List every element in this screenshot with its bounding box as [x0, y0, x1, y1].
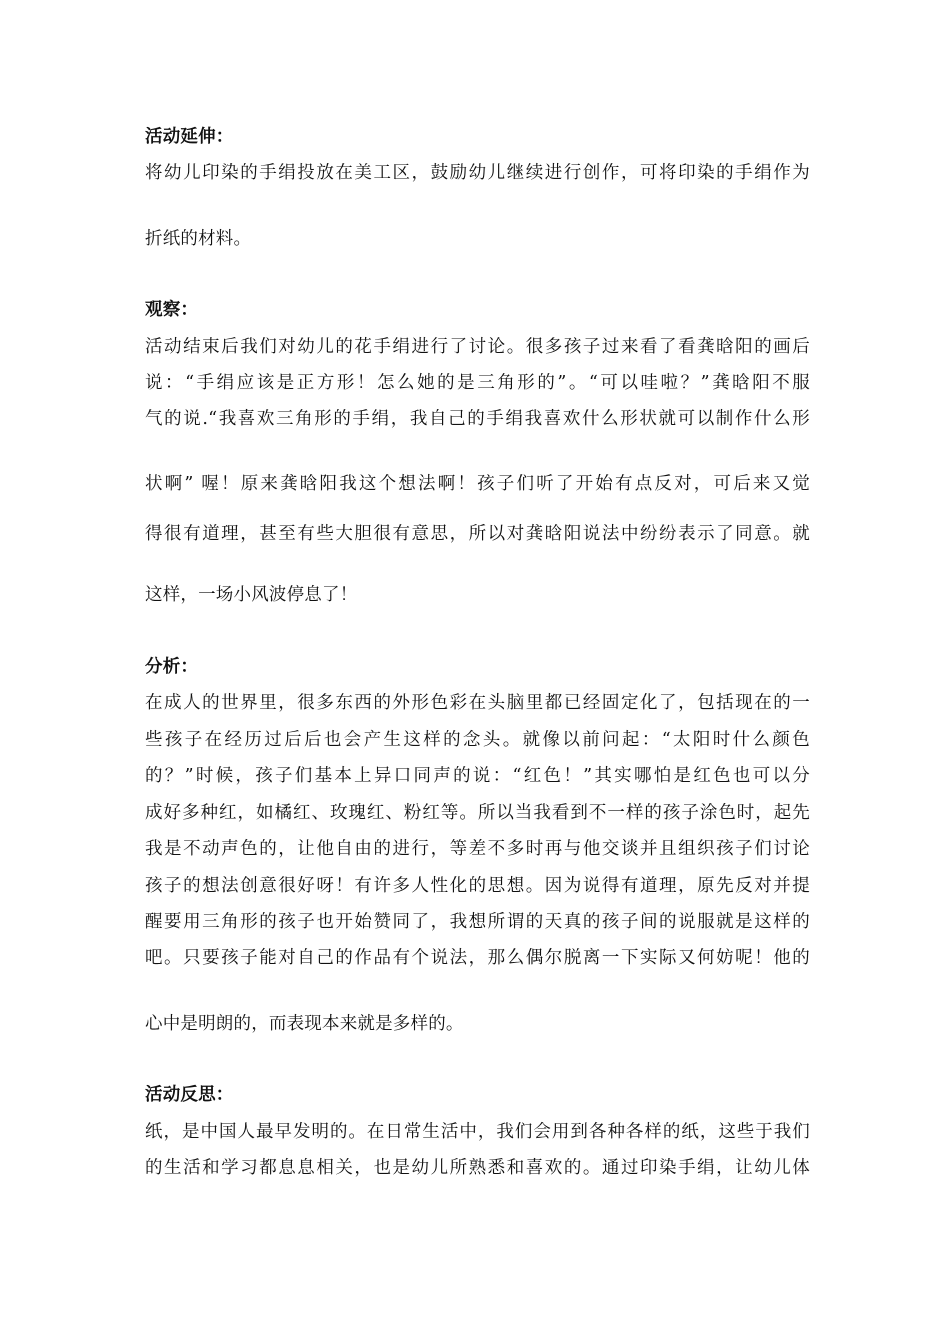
- paragraph-line: 孩子的想法创意很好呀！有许多人性化的思想。因为说得有道理，原先反对并提: [145, 876, 810, 896]
- section-heading-observation: 观察：: [145, 300, 199, 320]
- section-heading-reflection: 活动反思：: [145, 1085, 234, 1105]
- paragraph-line: 在成人的世界里，很多东西的外形色彩在头脑里都已经固定化了，包括现在的一: [145, 693, 810, 713]
- paragraph-line: 些孩子在经历过后后也会产生这样的念头。就像以前问起：“太阳时什么颜色: [145, 730, 810, 750]
- paragraph-line: 纸，是中国人最早发明的。在日常生活中，我们会用到各种各样的纸，这些于我们: [145, 1122, 810, 1142]
- paragraph-line: 我是不动声色的，让他自由的进行，等差不多时再与他交谈并且组织孩子们讨论: [145, 839, 810, 859]
- paragraph-line: 说：“手绢应该是正方形！怎么她的是三角形的”。“可以哇啦？”龚晗阳不服: [145, 373, 810, 393]
- paragraph-line: 这样，一场小风波停息了！: [145, 585, 358, 605]
- paragraph-line: 折纸的材料。: [145, 229, 252, 249]
- paragraph-line: 将幼儿印染的手绢投放在美工区，鼓励幼儿继续进行创作，可将印染的手绢作为: [145, 163, 810, 183]
- section-heading-analysis: 分析：: [145, 657, 199, 677]
- paragraph-line: 的？”时候，孩子们基本上异口同声的说：“红色！”其实哪怕是红色也可以分: [145, 766, 810, 786]
- paragraph-line: 气的说.“我喜欢三角形的手绢，我自己的手绢我喜欢什么形状就可以制作什么形: [145, 409, 810, 429]
- section-heading-extension: 活动延伸：: [145, 127, 234, 147]
- paragraph-line: 状啊” 喔！原来龚晗阳我这个想法啊！孩子们听了开始有点反对，可后来又觉: [145, 474, 810, 494]
- paragraph-line: 得很有道理，甚至有些大胆很有意思，所以对龚晗阳说法中纷纷表示了同意。就: [145, 524, 810, 544]
- paragraph-line: 活动结束后我们对幼儿的花手绢进行了讨论。很多孩子过来看了看龚晗阳的画后: [145, 337, 810, 357]
- paragraph-line: 成好多种红，如橘红、玫瑰红、粉红等。所以当我看到不一样的孩子涂色时，起先: [145, 803, 810, 823]
- paragraph-line: 醒要用三角形的孩子也开始赞同了，我想所谓的天真的孩子间的说服就是这样的: [145, 912, 810, 932]
- paragraph-line: 心中是明朗的，而表现本来就是多样的。: [145, 1014, 464, 1034]
- paragraph-line: 的生活和学习都息息相关，也是幼儿所熟悉和喜欢的。通过印染手绢，让幼儿体: [145, 1158, 810, 1178]
- paragraph-line: 吧。只要孩子能对自己的作品有个说法，那么偶尔脱离一下实际又何妨呢！他的: [145, 948, 810, 968]
